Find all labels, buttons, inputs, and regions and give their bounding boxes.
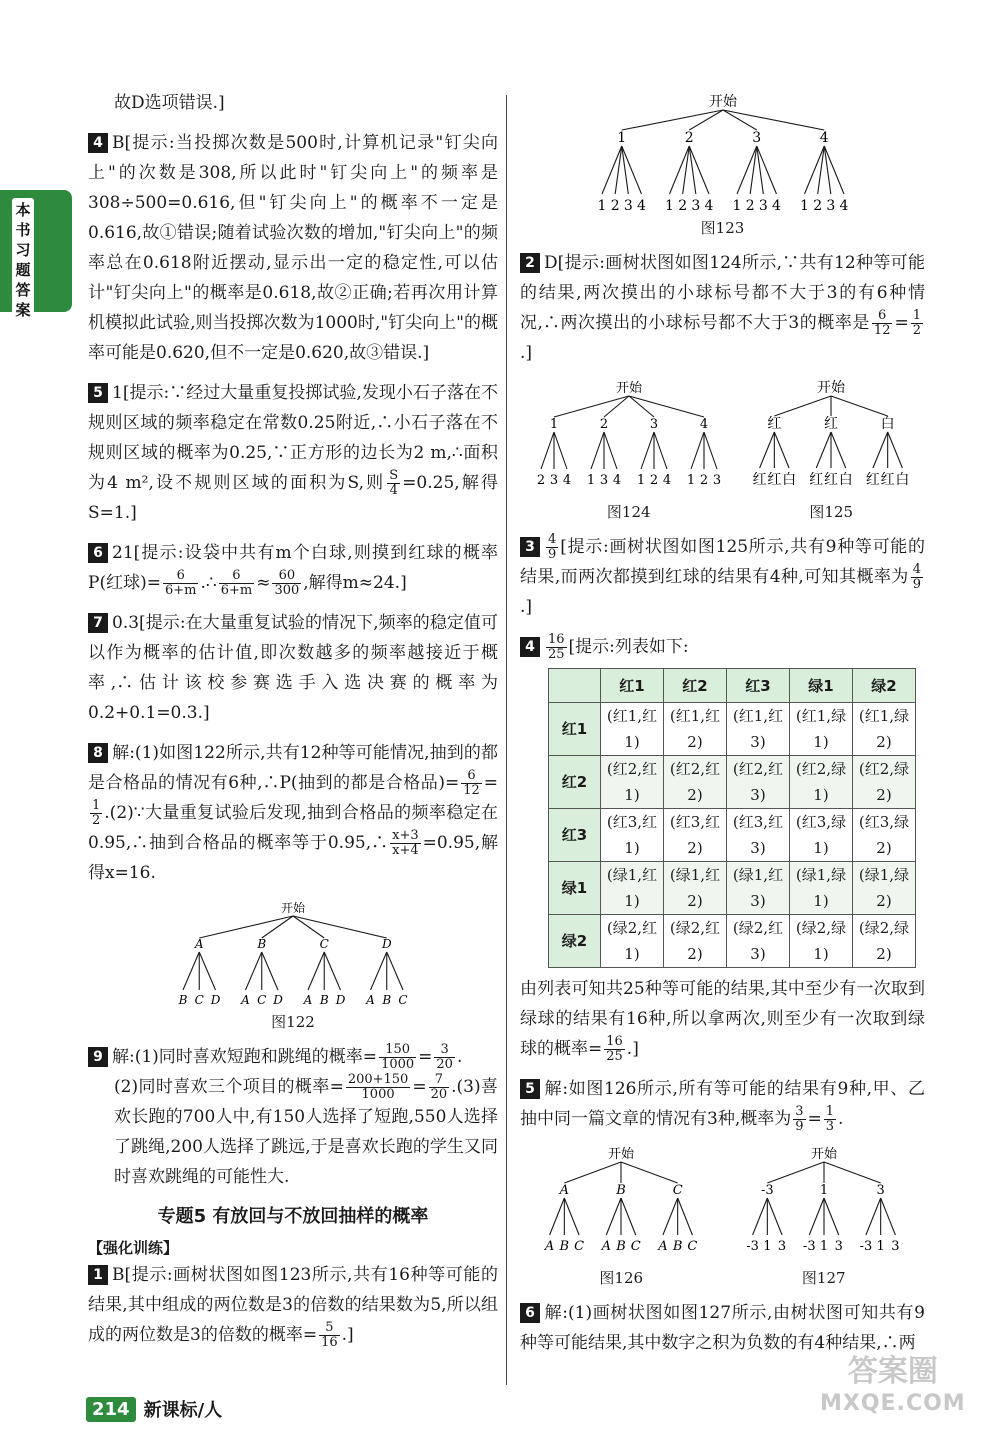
answer-text: .(2)∵大量重复试验后发现,抽到合格品的频率稳定在0.95,∴抽到合格品的概率等于0.95,∴ bbox=[88, 803, 498, 853]
training-answer-5 bbox=[520, 1074, 925, 1134]
tree-branch bbox=[550, 1198, 565, 1235]
tree-leaf-label: D bbox=[273, 993, 283, 1007]
question-number-badge: 5 bbox=[88, 383, 108, 403]
tree-leaf-label: 1 bbox=[876, 1239, 885, 1254]
tree-root-label: 开始 bbox=[615, 381, 642, 396]
tree-node-label: 4 bbox=[699, 417, 708, 432]
tree-leaf-label: C bbox=[398, 993, 408, 1007]
tree-branch bbox=[565, 1162, 622, 1183]
tree-branch bbox=[591, 432, 604, 469]
tree-branch bbox=[824, 1162, 881, 1183]
fraction: $\frac{4}{9}$ bbox=[548, 532, 557, 562]
tree-node-label: 3 bbox=[876, 1183, 885, 1198]
table-cell: (红2,红2) bbox=[664, 756, 727, 809]
answer-text: D[提示:画树状图如图124所示,∵共有12种等可能的结果,两次摸出的小球标号都不大于3的有6种情况,∴两次摸出的小球标号都不大于3的概率是 bbox=[520, 253, 925, 333]
tree-node-label: 红 bbox=[824, 416, 839, 432]
tree-root-label: 开始 bbox=[817, 380, 846, 396]
tree-leaf-label: 红 bbox=[880, 472, 895, 488]
table-row-header: 红2 bbox=[549, 756, 601, 809]
tree-branch bbox=[723, 110, 824, 130]
equals-sign: = bbox=[483, 773, 498, 793]
table-row bbox=[549, 915, 916, 968]
tree-leaf-label: 4 bbox=[662, 473, 671, 488]
answer-text: 解:(1)如图122所示,共有12种等可能情况,抽到的都是合格品的情况有6种,∴P(抽到的都是合格品)= bbox=[88, 743, 498, 793]
equals-sign: = bbox=[807, 1109, 822, 1129]
tree-node-label: 红 bbox=[767, 416, 782, 432]
answer-text: B[提示:画树状图如图123所示,共有16种等可能的结果,其中组成的两位数是3的倍数的结果数为5,所以组成的两位数是3的倍数的概率= bbox=[88, 1265, 498, 1345]
training-answer-6 bbox=[520, 1298, 925, 1358]
table-cell: (红3,红2) bbox=[664, 809, 727, 862]
answer-text: .∴ bbox=[200, 573, 217, 593]
tree-leaf-label: 1 bbox=[664, 198, 674, 214]
table-cell: (红3,绿2) bbox=[853, 809, 916, 862]
watermark-text: 答案圈 bbox=[847, 1354, 938, 1389]
tree-diagram-124 bbox=[529, 378, 729, 490]
answer-text: 由列表可知共25种等可能的结果,其中至少有一次取到绿球的结果有16种,所以拿两次,则至少有一次取到绿球的概率= bbox=[520, 979, 925, 1059]
tree-node-label: B bbox=[616, 1183, 627, 1198]
table-header-cell bbox=[549, 669, 601, 703]
tree-leaf-label: 4 bbox=[839, 198, 848, 214]
tree-leaf-label: 白 bbox=[895, 472, 910, 488]
fraction: $\frac{150}{1000}$ bbox=[381, 1042, 415, 1072]
figure-caption-126: 图126 bbox=[599, 1269, 644, 1287]
table-cell: (红1,红3) bbox=[727, 703, 790, 756]
tree-branch bbox=[621, 1198, 636, 1235]
tree-leaf-label: 2 bbox=[610, 198, 620, 214]
tree-branch bbox=[775, 432, 790, 468]
left-column bbox=[88, 88, 498, 1360]
answer-9: 9 解:(1)同时喜欢短跑和跳绳的概率= $\frac{150}{1000}$ = $\frac{3}{20}$ . (2)同时喜欢三个项目的概率= $\frac{200+150}{1000}$ = $\frac{7}{20}$ .(3)喜欢长跑的700人中,有150人选择了短跑,550人选择了跳绳,200人选择了跳远,于是喜欢长跑的学生又同时喜欢跳绳的可能性大. bbox=[88, 1042, 498, 1192]
answer-text-end: ,解得m≈24.] bbox=[303, 573, 407, 593]
tree-leaf-label: 3 bbox=[549, 473, 558, 488]
tree-leaf-label: 3 bbox=[758, 198, 768, 214]
table-cell: (红1,红2) bbox=[664, 703, 727, 756]
fraction: $\frac{1}{2}$ bbox=[92, 798, 101, 828]
side-tab-label: 本书习题答案 bbox=[12, 198, 34, 322]
fraction: $\frac{6}{6+m}$ bbox=[164, 568, 197, 598]
question-number-badge: 1 bbox=[88, 1265, 108, 1285]
tree-node-label: 3 bbox=[649, 417, 658, 432]
table-header-cell: 绿1 bbox=[790, 669, 853, 703]
right-column bbox=[520, 88, 925, 1368]
question-number-badge: 4 bbox=[520, 637, 540, 657]
tree-branch bbox=[654, 432, 667, 469]
table-cell: (绿1,绿2) bbox=[853, 862, 916, 915]
tree-leaf-label: B bbox=[319, 993, 329, 1007]
table-cell: (绿1,红1) bbox=[601, 862, 664, 915]
answer-9-part2: (2)同时喜欢三个项目的概率= $\frac{200+150}{1000}$ = $\frac{7}{20}$ .(3)喜欢长跑的700人中,有150人选择了短跑,550人选择了跳绳,200人选择了跳远,于是喜欢长跑的学生又同时喜欢跳绳的可能性大. bbox=[114, 1072, 498, 1187]
page-footer bbox=[86, 1396, 222, 1422]
equals-sign: = bbox=[894, 313, 909, 333]
tree-leaf-label: A bbox=[303, 993, 313, 1007]
tree-branch bbox=[817, 432, 832, 468]
training-answer-2 bbox=[520, 248, 925, 368]
table-row-header: 绿1 bbox=[549, 862, 601, 915]
answer-5 bbox=[88, 378, 498, 528]
answer-text: 0.3[提示:在大量重复试验的情况下,频率的稳定值可以作为概率的估计值,即次数越多的频率越接近于概率,∴估计该校参赛选手入选决赛的概率为0.2+0.1=0.3.] bbox=[88, 613, 498, 723]
training-answer-4-conclusion bbox=[520, 974, 925, 1064]
table-cell: (红3,绿1) bbox=[790, 809, 853, 862]
fraction: $\frac{6}{6+m}$ bbox=[220, 568, 253, 598]
answer-7 bbox=[88, 608, 498, 728]
watermark-url: MXQE.COM bbox=[820, 1391, 966, 1416]
tree-node-label: 2 bbox=[599, 417, 608, 432]
tree-leaf-label: C bbox=[574, 1239, 585, 1254]
table-cell: (红1,绿1) bbox=[790, 703, 853, 756]
tree-branch bbox=[199, 952, 215, 990]
page-number: 214 bbox=[86, 1397, 136, 1422]
fraction: $\frac{3}{9}$ bbox=[795, 1104, 804, 1134]
tree-leaf-label: 白 bbox=[838, 472, 853, 488]
tree-branch bbox=[824, 1198, 839, 1235]
tree-leaf-label: 2 bbox=[677, 198, 687, 214]
fraction: $\frac{7}{20}$ bbox=[430, 1072, 448, 1102]
tree-leaf-label: 红 bbox=[752, 472, 767, 488]
answer-text-end: .(3)喜欢长跑的700人中,有150人选择了短跑,550人选择了跳绳,200人选择了跳远,于是喜欢长跑的学生又同时喜欢跳绳的可能性大. bbox=[114, 1077, 498, 1187]
answer-4 bbox=[88, 128, 498, 368]
tree-leaf-label: C bbox=[631, 1239, 641, 1254]
tree-leaf-label: C bbox=[194, 993, 204, 1007]
tree-branch bbox=[888, 432, 903, 468]
tree-leaf-label: 4 bbox=[771, 198, 781, 214]
tree-branch bbox=[752, 1198, 767, 1235]
answer-6 bbox=[88, 538, 498, 598]
tree-leaf-label: 1 bbox=[732, 198, 741, 214]
tree-leaf-label: 3 bbox=[834, 1239, 843, 1254]
tree-branch bbox=[663, 1198, 678, 1235]
tree-leaf-label: B bbox=[673, 1239, 683, 1254]
tree-diagram-126 bbox=[536, 1144, 706, 1256]
question-number-badge: 7 bbox=[88, 613, 108, 633]
tree-branch bbox=[308, 952, 324, 990]
tree-leaf-label: 4 bbox=[704, 198, 713, 214]
answer-text: 21[提示:设袋中共有m个白球,则摸到红球的概率P(红球)= bbox=[88, 543, 498, 593]
answer-text-end: =0.95,解得x=16. bbox=[88, 833, 498, 883]
table-row-header: 红3 bbox=[549, 809, 601, 862]
tree-leaf-label: 红 bbox=[866, 472, 881, 488]
tree-leaf-label: 1 bbox=[799, 198, 809, 214]
tree-branch bbox=[541, 432, 554, 469]
training-tag: 【强化训练】 bbox=[88, 1239, 179, 1257]
table-header-row bbox=[549, 669, 916, 703]
figure-caption-124: 图124 bbox=[606, 503, 651, 521]
tree-root-label: 开始 bbox=[280, 901, 306, 915]
tree-node-label: A bbox=[559, 1183, 570, 1198]
tree-leaf-label: 1 bbox=[762, 1239, 772, 1254]
answer-text-end: . bbox=[838, 1109, 844, 1129]
tree-branch bbox=[565, 1198, 580, 1235]
table-cell: (红2,红3) bbox=[727, 756, 790, 809]
tree-node-label: C bbox=[319, 937, 329, 951]
answer-text-end: .] bbox=[626, 1039, 639, 1059]
figure-125 bbox=[746, 378, 916, 532]
question-number-badge: 2 bbox=[520, 253, 540, 273]
tree-leaf-label: 2 bbox=[649, 473, 658, 488]
table-cell: (红2,绿2) bbox=[853, 756, 916, 809]
tree-node-label: 1 bbox=[819, 1183, 828, 1198]
fraction: $\frac{4}{9}$ bbox=[912, 562, 921, 592]
tree-leaf-label: 1 bbox=[819, 1239, 828, 1254]
figure-caption-123: 图123 bbox=[700, 219, 745, 237]
tree-node-label: 4 bbox=[819, 130, 829, 146]
probability-table bbox=[548, 668, 916, 968]
tree-leaf-label: D bbox=[335, 993, 346, 1007]
tree-leaf-label: 3 bbox=[599, 473, 608, 488]
tree-branch bbox=[371, 952, 387, 990]
fraction: $\frac{1}{3}$ bbox=[825, 1104, 835, 1134]
fraction: $\frac{5}{16}$ bbox=[321, 1320, 338, 1350]
table-row bbox=[549, 809, 916, 862]
tree-branch bbox=[704, 432, 717, 469]
tree-branch bbox=[880, 1198, 895, 1235]
tree-branch bbox=[387, 952, 403, 990]
section-title: 专题5 有放回与不放回抽样的概率 bbox=[157, 1206, 429, 1227]
answer-8 bbox=[88, 738, 498, 888]
answer-text: (2)同时喜欢三个项目的概率= bbox=[114, 1077, 344, 1097]
tree-node-label: 白 bbox=[880, 416, 895, 432]
fraction: $\frac{x+3}{x+4}$ bbox=[392, 828, 419, 858]
fraction: $\frac{16}{25}$ bbox=[606, 1034, 623, 1064]
table-header-cell: 红1 bbox=[601, 669, 664, 703]
tree-leaf-label: 2 bbox=[536, 473, 545, 488]
question-number-badge: 9 bbox=[88, 1047, 108, 1067]
table-cell: (绿2,红1) bbox=[601, 915, 664, 968]
tree-leaf-label: A bbox=[366, 993, 375, 1007]
table-cell: (绿1,绿1) bbox=[790, 862, 853, 915]
tree-branch bbox=[621, 1162, 678, 1183]
tree-leaf-label: 2 bbox=[699, 473, 708, 488]
tree-branch bbox=[324, 952, 340, 990]
tree-branch bbox=[767, 1198, 782, 1235]
tree-leaf-label: C bbox=[687, 1239, 698, 1254]
figure-caption-122: 图122 bbox=[271, 1013, 315, 1031]
tree-leaf-label: 4 bbox=[612, 473, 621, 488]
tree-leaf-label: 2 bbox=[745, 198, 755, 214]
tree-branch bbox=[678, 1198, 693, 1235]
tree-leaf-label: B bbox=[382, 993, 392, 1007]
tree-root-label: 开始 bbox=[608, 1147, 635, 1162]
tree-node-label: B bbox=[257, 937, 267, 951]
training-answer-3 bbox=[520, 532, 925, 622]
tree-branch bbox=[629, 396, 704, 417]
tree-leaf-label: B bbox=[178, 993, 188, 1007]
tree-leaf-label: 1 bbox=[597, 198, 606, 214]
tree-leaf-label: 3 bbox=[825, 198, 835, 214]
tree-node-label: 2 bbox=[684, 130, 694, 146]
table-row bbox=[549, 703, 916, 756]
equals-sign: = bbox=[418, 1047, 433, 1067]
tree-leaf-label: B bbox=[559, 1239, 570, 1254]
figure-126 bbox=[536, 1144, 706, 1298]
answer-text-end: .] bbox=[341, 1325, 354, 1345]
tree-leaf-label: 2 bbox=[812, 198, 822, 214]
tree-branch bbox=[293, 916, 387, 938]
table-row bbox=[549, 862, 916, 915]
tree-node-label: A bbox=[194, 937, 204, 951]
figure-row-124-125 bbox=[520, 378, 925, 532]
fraction: $\frac{S}{4}$ bbox=[389, 468, 399, 498]
tree-branch bbox=[866, 1198, 881, 1235]
tree-leaf-label: A bbox=[545, 1239, 555, 1254]
tree-diagram-122 bbox=[168, 898, 418, 1010]
table-cell: (绿2,绿1) bbox=[790, 915, 853, 968]
tree-branch bbox=[691, 432, 704, 469]
edition-label: 新课标/人 bbox=[143, 1400, 223, 1421]
tree-root-label: 开始 bbox=[810, 1147, 837, 1162]
fraction: $\frac{3}{20}$ bbox=[436, 1042, 453, 1072]
training-answer-1 bbox=[88, 1260, 498, 1350]
tree-leaf-label: B bbox=[616, 1239, 627, 1254]
tree-branch bbox=[554, 432, 567, 469]
tree-branch bbox=[262, 952, 278, 990]
question-number-badge: 5 bbox=[520, 1079, 540, 1099]
tree-leaf-label: 红 bbox=[809, 472, 824, 488]
tree-branch bbox=[607, 1198, 622, 1235]
tree-leaf-label: C bbox=[257, 993, 267, 1007]
tree-leaf-label: 1 bbox=[686, 473, 695, 488]
tree-diagram-125 bbox=[746, 378, 916, 490]
table-cell: (红1,绿2) bbox=[853, 703, 916, 756]
tree-leaf-label: 3 bbox=[712, 473, 721, 488]
tree-branch bbox=[831, 432, 846, 468]
tree-leaf-label: 红 bbox=[767, 472, 782, 488]
table-cell: (红2,红1) bbox=[601, 756, 664, 809]
tree-branch bbox=[199, 916, 293, 938]
tree-leaf-label: A bbox=[601, 1239, 612, 1254]
tree-root-label: 开始 bbox=[708, 94, 737, 110]
tree-branch bbox=[831, 396, 888, 416]
tree-node-label: 3 bbox=[751, 130, 761, 146]
tree-branch bbox=[246, 952, 262, 990]
tree-leaf-label: 4 bbox=[562, 473, 571, 488]
fraction: $\frac{16}{25}$ bbox=[548, 632, 565, 662]
tree-leaf-label: 白 bbox=[782, 472, 797, 488]
answer-text: 解:(1)画树状图如图127所示,由树状图可知共有9种等可能结果,其中数字之积为负数的有4种结果,∴两 bbox=[520, 1303, 925, 1353]
tree-branch bbox=[775, 396, 832, 416]
tree-diagram-127 bbox=[739, 1144, 909, 1256]
tree-leaf-label: 3 bbox=[623, 198, 633, 214]
table-body bbox=[549, 703, 916, 968]
question-number-badge: 6 bbox=[88, 543, 108, 563]
tree-node-label: 1 bbox=[549, 417, 558, 432]
tree-branch bbox=[554, 396, 629, 417]
tree-diagram-123 bbox=[588, 92, 858, 216]
figure-124 bbox=[529, 378, 729, 532]
tree-node-label: 1 bbox=[616, 130, 626, 146]
table-cell: (绿2,红3) bbox=[727, 915, 790, 968]
tree-node-label: C bbox=[672, 1183, 683, 1198]
tree-leaf-label: -3 bbox=[802, 1239, 816, 1254]
tree-leaf-label: 1 bbox=[636, 473, 645, 488]
answer-text-end: =0.25,解得S=1.] bbox=[88, 473, 498, 523]
question-number-badge: 3 bbox=[520, 537, 540, 557]
tree-node-label: D bbox=[381, 937, 392, 951]
tree-leaf-label: 4 bbox=[636, 198, 646, 214]
figure-caption-127: 图127 bbox=[801, 1269, 846, 1287]
table-header-cell: 绿2 bbox=[853, 669, 916, 703]
tree-leaf-label: -3 bbox=[859, 1239, 873, 1254]
table-cell: (绿2,绿2) bbox=[853, 915, 916, 968]
tree-branch bbox=[641, 432, 654, 469]
tree-branch bbox=[183, 952, 199, 990]
answer-text-end: .] bbox=[520, 343, 533, 363]
tree-leaf-label: A bbox=[241, 993, 250, 1007]
fraction: $\frac{1}{2}$ bbox=[912, 308, 921, 338]
table-cell: (红3,红3) bbox=[727, 809, 790, 862]
table-cell: (红1,红1) bbox=[601, 703, 664, 756]
column-divider bbox=[506, 95, 507, 1385]
table-cell: (绿1,红3) bbox=[727, 862, 790, 915]
table-row-header: 红1 bbox=[549, 703, 601, 756]
side-tab bbox=[0, 190, 72, 312]
question-number-badge: 6 bbox=[520, 1303, 540, 1323]
tree-leaf-label: D bbox=[210, 993, 221, 1007]
figure-caption-125: 图125 bbox=[809, 503, 854, 521]
table-header-cell: 红2 bbox=[664, 669, 727, 703]
tree-leaf-label: 3 bbox=[690, 198, 700, 214]
question-number-badge: 4 bbox=[88, 133, 108, 153]
tree-leaf-label: 3 bbox=[891, 1239, 900, 1254]
answer-text: 解:(1)同时喜欢短跑和跳绳的概率= bbox=[112, 1047, 378, 1067]
tree-branch bbox=[604, 432, 617, 469]
table-row bbox=[549, 756, 916, 809]
training-answer-4 bbox=[520, 632, 925, 662]
table-cell: (红3,红1) bbox=[601, 809, 664, 862]
tree-branch bbox=[809, 1198, 824, 1235]
approx-sign: ≈ bbox=[256, 573, 271, 593]
question-number-badge: 8 bbox=[88, 743, 108, 763]
table-cell: (绿1,红2) bbox=[664, 862, 727, 915]
fraction: $\frac{200+150}{1000}$ bbox=[347, 1072, 409, 1102]
figure-row-126-127 bbox=[520, 1144, 925, 1298]
tree-leaf-label: 3 bbox=[777, 1239, 786, 1254]
answer-continued: 故D选项错误.] bbox=[114, 93, 225, 113]
tree-leaf-label: -3 bbox=[746, 1239, 759, 1254]
tree-leaf-label: 红 bbox=[824, 472, 839, 488]
table-cell: (红2,绿1) bbox=[790, 756, 853, 809]
tree-leaf-label: A bbox=[658, 1239, 668, 1254]
answer-text-end: .] bbox=[520, 597, 533, 617]
tree-branch bbox=[873, 432, 888, 468]
tree-branch bbox=[621, 110, 722, 130]
answer-text: [提示:画树状图如图125所示,共有9种等可能的结果,而两次都摸到红球的结果有4种,可知其概率为 bbox=[520, 537, 925, 587]
fraction: $\frac{60}{300}$ bbox=[274, 568, 300, 598]
answer-text: 1[提示:∵经过大量重复投掷试验,发现小石子落在不规则区域的频率稳定在常数0.25附近,∴小石子落在不规则区域的概率为0.25,∵正方形的边长为2 m,∴面积为4 m²,设不规则区域的面积为S,则 bbox=[88, 383, 498, 493]
tree-node-label: -3 bbox=[760, 1183, 774, 1198]
tree-branch bbox=[760, 432, 775, 468]
tree-branch bbox=[767, 1162, 824, 1183]
table-header-cell: 红3 bbox=[727, 669, 790, 703]
table-cell: (绿2,红2) bbox=[664, 915, 727, 968]
figure-127 bbox=[739, 1144, 909, 1298]
watermark-logo bbox=[820, 1356, 966, 1420]
table-row-header: 绿2 bbox=[549, 915, 601, 968]
answer-text: 解:如图126所示,所有等可能的结果有9种,甲、乙抽中同一篇文章的情况有3种,概率为 bbox=[520, 1079, 925, 1129]
fraction: $\frac{6}{12}$ bbox=[873, 308, 891, 338]
fraction: $\frac{6}{12}$ bbox=[463, 768, 480, 798]
answer-text: B[提示:当投掷次数是500时,计算机记录"钉尖向上"的次数是308,所以此时"钉尖向上"的频率是308÷500=0.616,但"钉尖向上"的概率不一定是0.616,故①错误;随着试验次数的增加,"钉尖向上"的频率总在0.618附近摆动,显示出一定的稳定性,可以估计"钉尖向上"的概率是0.618,故②正确;若再次用计算机模拟此试验,则当投掷次数为1000时,"钉尖向上"的概率可能是0.620,但不一定是0.620,故③错误.] bbox=[88, 133, 498, 363]
answer-text: [提示:列表如下: bbox=[568, 637, 689, 657]
tree-leaf-label: 1 bbox=[586, 473, 595, 488]
